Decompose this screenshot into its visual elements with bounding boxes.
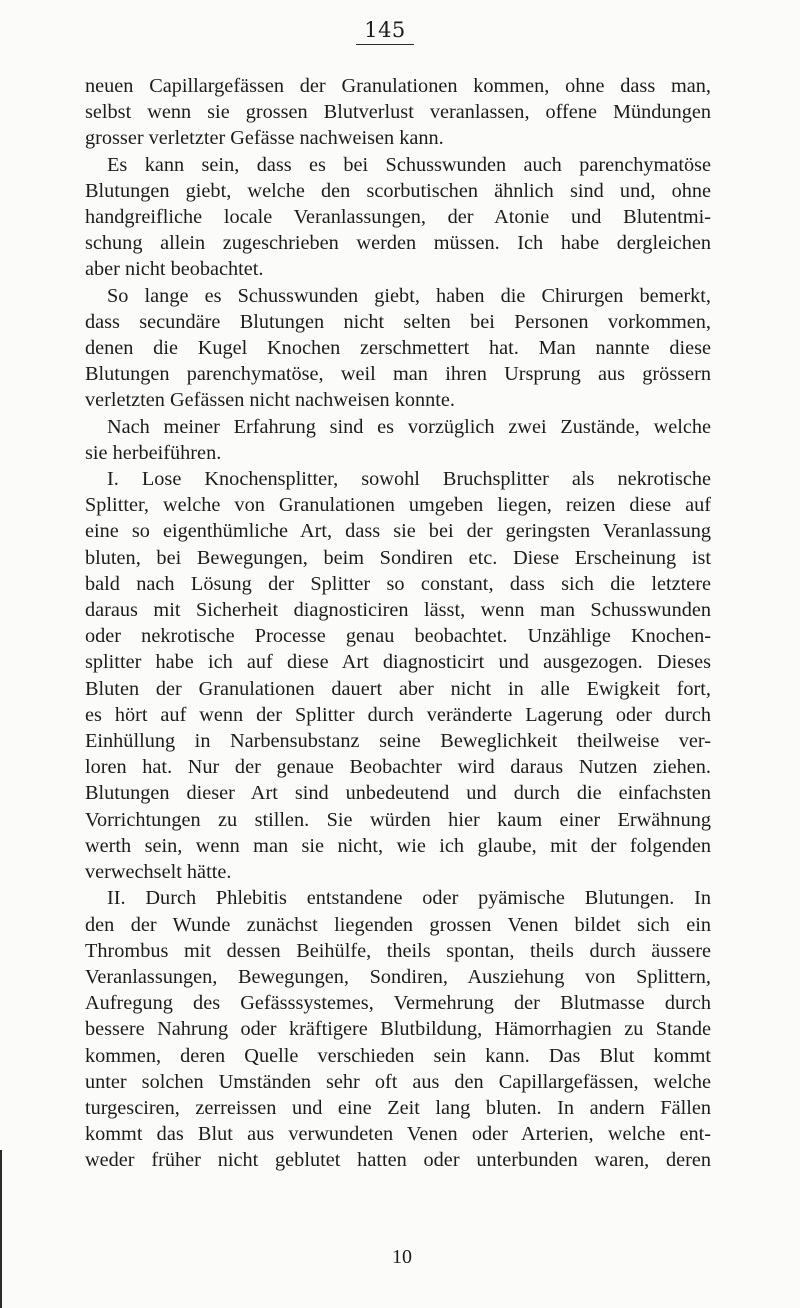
text-line: kommen, deren Quelle verschieden sein kann. Das Blut kommt xyxy=(85,1044,711,1067)
signature-mark: 10 xyxy=(392,1246,412,1268)
text-line: bessere Nahrung oder kräftigere Blutbildung, Hämorrhagien zu Stande xyxy=(85,1018,711,1041)
text-line: unter solchen Umständen sehr oft aus den Capillargefässen, welche xyxy=(85,1070,711,1093)
text-line: den der Wunde zunächst liegenden grossen Venen bildet sich ein xyxy=(85,913,711,936)
text-line: Nach meiner Erfahrung sind es vorzüglich zwei Zustände, welche xyxy=(107,415,711,438)
text-line: selbst wenn sie grossen Blutverlust veranlassen, offene Mündungen xyxy=(85,101,711,124)
paragraph xyxy=(85,885,711,1173)
text-line: oder nekrotische Processe genau beobachtet. Unzählige Knochen- xyxy=(85,625,711,648)
text-line: loren hat. Nur der genaue Beobachter wird daraus Nutzen ziehen. xyxy=(85,756,711,779)
text-line: werth sein, wenn man sie nicht, wie ich glaube, mit der folgenden xyxy=(85,834,711,857)
text-line: Aufregung des Gefässsystemes, Vermehrung der Blutmasse durch xyxy=(85,992,711,1015)
text-line: Splitter, welche von Granulationen umgeben liegen, reizen diese auf xyxy=(85,494,711,517)
text-line: schung allein zugeschrieben werden müssen. Ich habe dergleichen xyxy=(85,232,711,255)
text-line: I. Lose Knochensplitter, sowohl Bruchsplitter als nekrotische xyxy=(107,468,711,491)
text-line: Blutungen parenchymatöse, weil man ihren Ursprung aus grössern xyxy=(85,363,711,386)
text-line: Veranlassungen, Bewegungen, Sondiren, Ausziehung von Splittern, xyxy=(85,965,711,988)
page-number: 145 xyxy=(356,18,414,45)
text-line: turgesciren, zerreissen und eine Zeit lang bluten. In andern Fällen xyxy=(85,1096,711,1119)
text-line: sie herbeiführen. xyxy=(85,441,222,464)
text-line: eine so eigenthümliche Art, dass sie bei der geringsten Veranlassung xyxy=(85,520,711,543)
text-line: bald nach Lösung der Splitter so constant, dass sich die letztere xyxy=(85,572,711,595)
text-line: denen die Kugel Knochen zerschmettert hat. Man nannte diese xyxy=(85,337,711,360)
text-line: Blutungen dieser Art sind unbedeutend und durch die einfachsten xyxy=(85,782,711,805)
text-line: grosser verletzter Gefässe nachweisen kann. xyxy=(85,127,444,150)
paragraph xyxy=(85,73,711,152)
text-line: splitter habe ich auf diese Art diagnosticirt und ausgezogen. Dieses xyxy=(85,651,711,674)
text-line: verwechselt hätte. xyxy=(85,861,232,884)
text-line: II. Durch Phlebitis entstandene oder pyämische Blutungen. In xyxy=(107,887,711,910)
text-line: weder früher nicht geblutet hatten oder unterbunden waren, deren xyxy=(85,1149,711,1172)
text-line: Einhüllung in Narbensubstanz seine Beweglichkeit theilweise ver- xyxy=(85,730,711,753)
paragraph xyxy=(85,283,711,414)
paragraph xyxy=(85,414,711,466)
paragraph xyxy=(85,152,711,283)
text-line: Thrombus mit dessen Beihülfe, theils spontan, theils durch äussere xyxy=(85,939,711,962)
text-line: Bluten der Granulationen dauert aber nicht in alle Ewigkeit fort, xyxy=(85,677,711,700)
text-line: So lange es Schusswunden giebt, haben die Chirurgen bemerkt, xyxy=(107,284,711,307)
text-line: neuen Capillargefässen der Granulationen kommen, ohne dass man, xyxy=(85,75,711,97)
text-line: Es kann sein, dass es bei Schusswunden auch parenchymatöse xyxy=(107,153,711,176)
paragraph xyxy=(85,466,711,885)
text-line: kommt das Blut aus verwundeten Venen oder Arterien, welche ent- xyxy=(85,1123,711,1146)
text-line: bluten, bei Bewegungen, beim Sondiren etc. Diese Erscheinung ist xyxy=(85,546,711,569)
text-line: Vorrichtungen zu stillen. Sie würden hier kaum einer Erwähnung xyxy=(85,808,711,831)
text-line: Blutungen giebt, welche den scorbutischen ähnlich sind und, ohne xyxy=(85,179,711,202)
scan-edge-line xyxy=(0,1150,2,1308)
text-line: verletzten Gefässen nicht nachweisen konnte. xyxy=(85,389,455,412)
text-line: es hört auf wenn der Splitter durch veränderte Lagerung oder durch xyxy=(85,703,711,726)
text-line: aber nicht beobachtet. xyxy=(85,258,264,281)
text-line: daraus mit Sicherheit diagnosticiren lässt, wenn man Schusswunden xyxy=(85,599,711,622)
text-line: dass secundäre Blutungen nicht selten bei Personen vorkommen, xyxy=(85,310,711,333)
body-text xyxy=(85,73,711,1174)
text-line: handgreifliche locale Veranlassungen, der Atonie und Blutentmi- xyxy=(85,206,711,229)
